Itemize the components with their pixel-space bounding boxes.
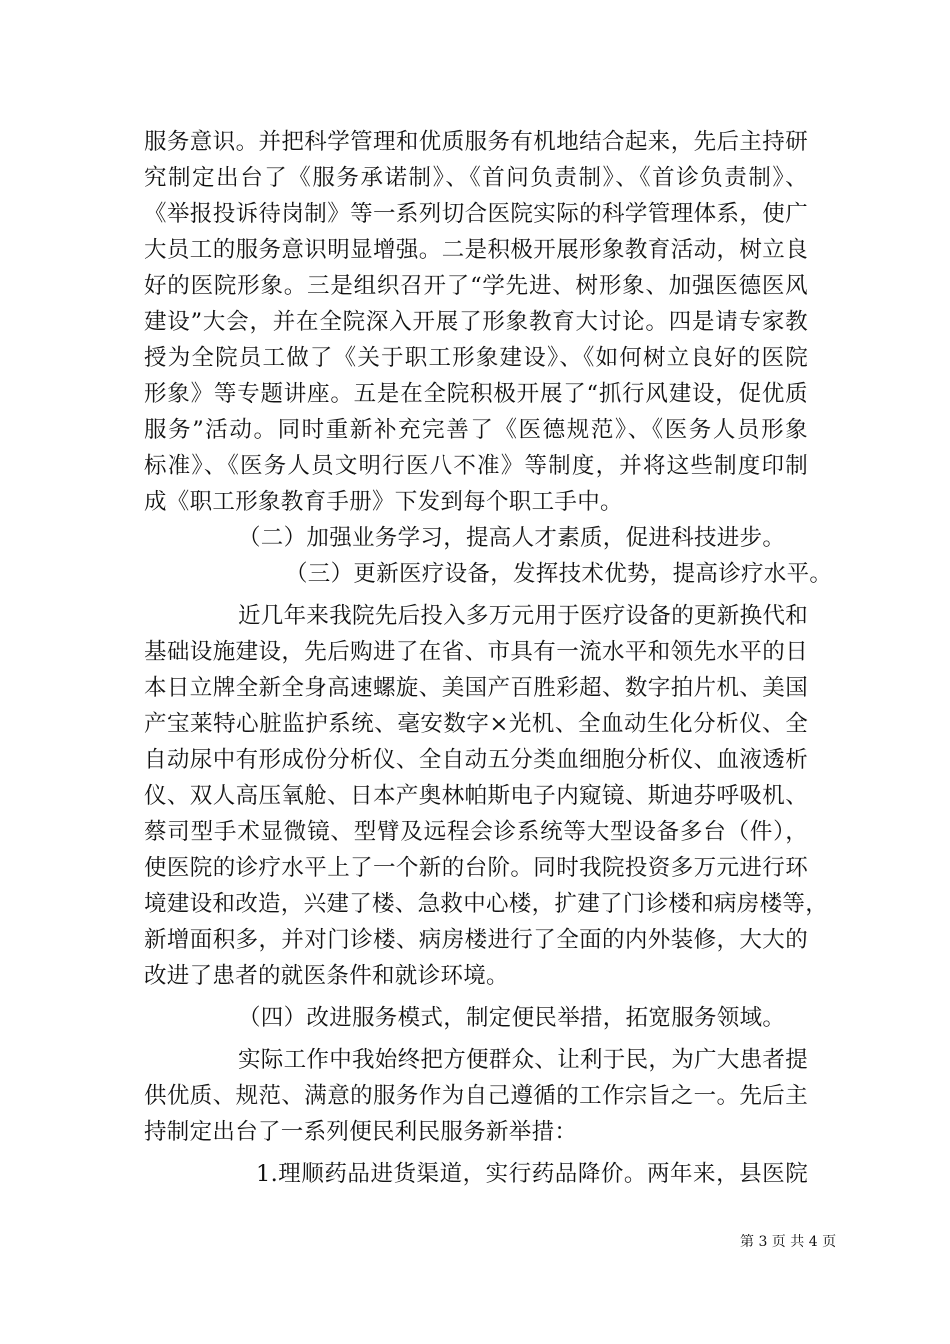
body-line-26: 实际工作中我始终把方便群众、让利于民，为广大患者提	[238, 1047, 809, 1073]
section-heading-3: （三）更新医疗设备，发挥技术优势，提高诊疗水平。	[285, 561, 833, 587]
section-heading-2: （二）加强业务学习，提高人才素质，促进科技进步。	[238, 525, 786, 551]
body-line-7: 授为全院员工做了《关于职工形象建设》、《如何树立良好的医院	[144, 345, 808, 371]
body-line-17: 产宝莱特心脏监护系统、毫安数字×光机、全血动生化分析仪、全	[144, 711, 808, 737]
section-heading-4: （四）改进服务模式，制定便民举措，拓宽服务领域。	[238, 1005, 786, 1031]
body-line-1: 服务意识。并把科学管理和优质服务有机地结合起来，先后主持研	[144, 129, 808, 155]
body-line-23: 新增面积多，并对门诊楼、病房楼进行了全面的内外装修，大大的	[144, 927, 808, 953]
list-item-1: 1.理顺药品进货渠道，实行药品降价。两年来，县医院	[256, 1161, 808, 1187]
body-line-22: 境建设和改造，兴建了楼、急救中心楼，扩建了门诊楼和病房楼等，	[144, 891, 829, 917]
body-line-5: 好的医院形象。三是组织召开了“学先进、树形象、加强医德医风	[144, 273, 808, 299]
body-line-19: 仪、双人高压氧舱、日本产奥林帕斯电子内窥镜、斯迪芬呼吸机、	[144, 783, 808, 809]
page-number: 第 3 页 共 4 页	[740, 1234, 837, 1250]
body-line-21: 使医院的诊疗水平上了一个新的台阶。同时我院投资多万元进行环	[144, 855, 808, 881]
body-line-24: 改进了患者的就医条件和就诊环境。	[144, 963, 509, 989]
body-line-16: 本日立牌全新全身高速螺旋、美国产百胜彩超、数字拍片机、美国	[144, 675, 808, 701]
body-line-6: 建设”大会，并在全院深入开展了形象教育大讨论。四是请专家教	[144, 309, 808, 335]
body-line-4: 大员工的服务意识明显增强。二是积极开展形象教育活动，树立良	[144, 237, 808, 263]
body-line-27: 供优质、规范、满意的服务作为自己遵循的工作宗旨之一。先后主	[144, 1083, 808, 1109]
body-line-18: 自动尿中有形成份分析仪、全自动五分类血细胞分析仪、血液透析	[144, 747, 808, 773]
body-line-10: 标准》、《医务人员文明行医八不准》等制度，并将这些制度印制	[144, 453, 808, 479]
body-line-11: 成《职工形象教育手册》下发到每个职工手中。	[144, 489, 623, 515]
body-line-3: 《举报投诉待岗制》等一系列切合医院实际的科学管理体系，使广	[144, 201, 808, 227]
body-line-8: 形象》等专题讲座。五是在全院积极开展了“抓行风建设，促优质	[144, 381, 808, 407]
body-line-9: 服务”活动。同时重新补充完善了《医德规范》、《医务人员形象	[144, 417, 808, 443]
body-line-15: 基础设施建设，先后购进了在省、市具有一流水平和领先水平的日	[144, 639, 808, 665]
body-line-20: 蔡司型手术显微镜、型臂及远程会诊系统等大型设备多台（件），	[144, 819, 808, 845]
body-line-2: 究制定出台了《服务承诺制》、《首问负责制》、《首诊负责制》、	[144, 165, 808, 191]
body-line-28: 持制定出台了一系列便民利民服务新举措：	[144, 1119, 578, 1145]
body-line-14: 近几年来我院先后投入多万元用于医疗设备的更新换代和	[238, 603, 809, 629]
